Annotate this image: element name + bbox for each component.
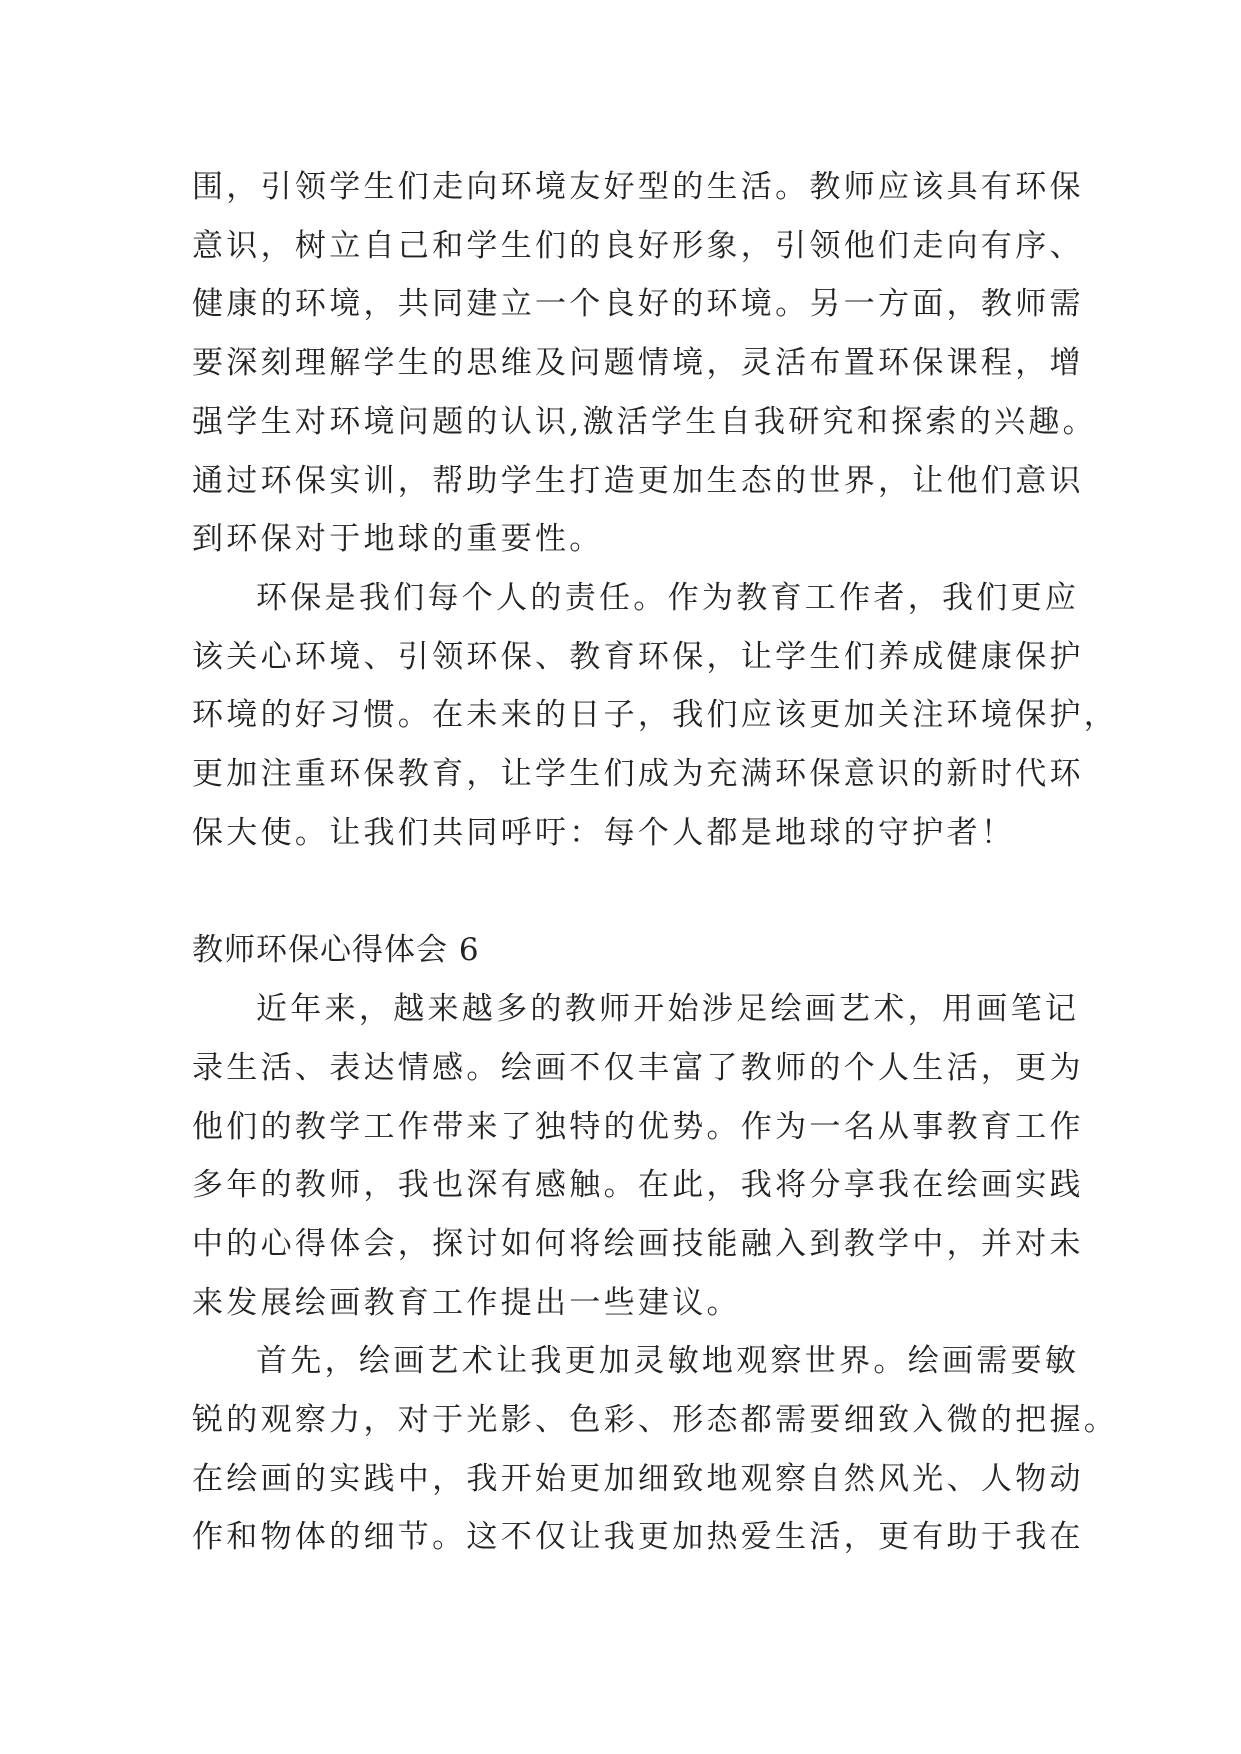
text-line: 近年来，越来越多的教师开始涉足绘画艺术，用画笔记 xyxy=(256,991,1080,1028)
text-line: 更加注重环保教育，让学生们成为充满环保意识的新时代环 xyxy=(192,756,1084,793)
document-body xyxy=(192,158,1119,1567)
paragraph-intro xyxy=(192,980,1084,1332)
text-line: 锐的观察力，对于光影、色彩、形态都需要细致入微的把握。 xyxy=(192,1402,1119,1439)
text-line: 环保是我们每个人的责任。作为教育工作者，我们更应 xyxy=(256,579,1080,616)
paragraph-conclusion xyxy=(192,569,1119,863)
text-line: 围，引领学生们走向环境友好型的生活。教师应该具有环保 xyxy=(192,169,1084,205)
text-line: 健康的环境，共同建立一个良好的环境。另一方面，教师需 xyxy=(192,286,1084,323)
text-line: 首先，绘画艺术让我更加灵敏地观察世界。绘画需要敏 xyxy=(256,1343,1080,1380)
section-heading: 教师环保心得体会 6 xyxy=(192,932,480,969)
text-line: 环境的好习惯。在未来的日子，我们应该更加关注环境保护， xyxy=(192,697,1119,734)
text-line: 在绘画的实践中，我开始更加细致地观察自然风光、人物动 xyxy=(192,1460,1084,1497)
section-spacer xyxy=(192,862,1052,921)
paragraph-continued xyxy=(192,158,1097,569)
text-line: 多年的教师，我也深有感触。在此，我将分享我在绘画实践 xyxy=(192,1167,1084,1204)
text-line: 强学生对环境问题的认识,激活学生自我研究和探索的兴趣。 xyxy=(192,403,1097,440)
text-line: 意识，树立自己和学生们的良好形象，引领他们走向有序、 xyxy=(192,227,1084,264)
text-line: 录生活、表达情感。绘画不仅丰富了教师的个人生活，更为 xyxy=(192,1049,1084,1086)
text-line: 来发展绘画教育工作提出一些建议。 xyxy=(192,1284,741,1321)
paragraph-first-point xyxy=(192,1332,1119,1567)
text-line: 通过环保实训，帮助学生打造更加生态的世界，让他们意识 xyxy=(192,462,1084,499)
text-line: 到环保对于地球的重要性。 xyxy=(192,521,604,558)
text-line: 作和物体的细节。这不仅让我更加热爱生活，更有助于我在 xyxy=(192,1519,1084,1556)
text-line: 中的心得体会，探讨如何将绘画技能融入到教学中，并对未 xyxy=(192,1225,1084,1262)
text-line: 要深刻理解学生的思维及问题情境，灵活布置环保课程，增 xyxy=(192,345,1084,382)
text-line: 保大使。让我们共同呼吁：每个人都是地球的守护者！ xyxy=(192,814,1016,851)
text-line: 该关心环境、引领环保、教育环保，让学生们养成健康保护 xyxy=(192,638,1084,675)
text-line: 他们的教学工作带来了独特的优势。作为一名从事教育工作 xyxy=(192,1108,1084,1145)
